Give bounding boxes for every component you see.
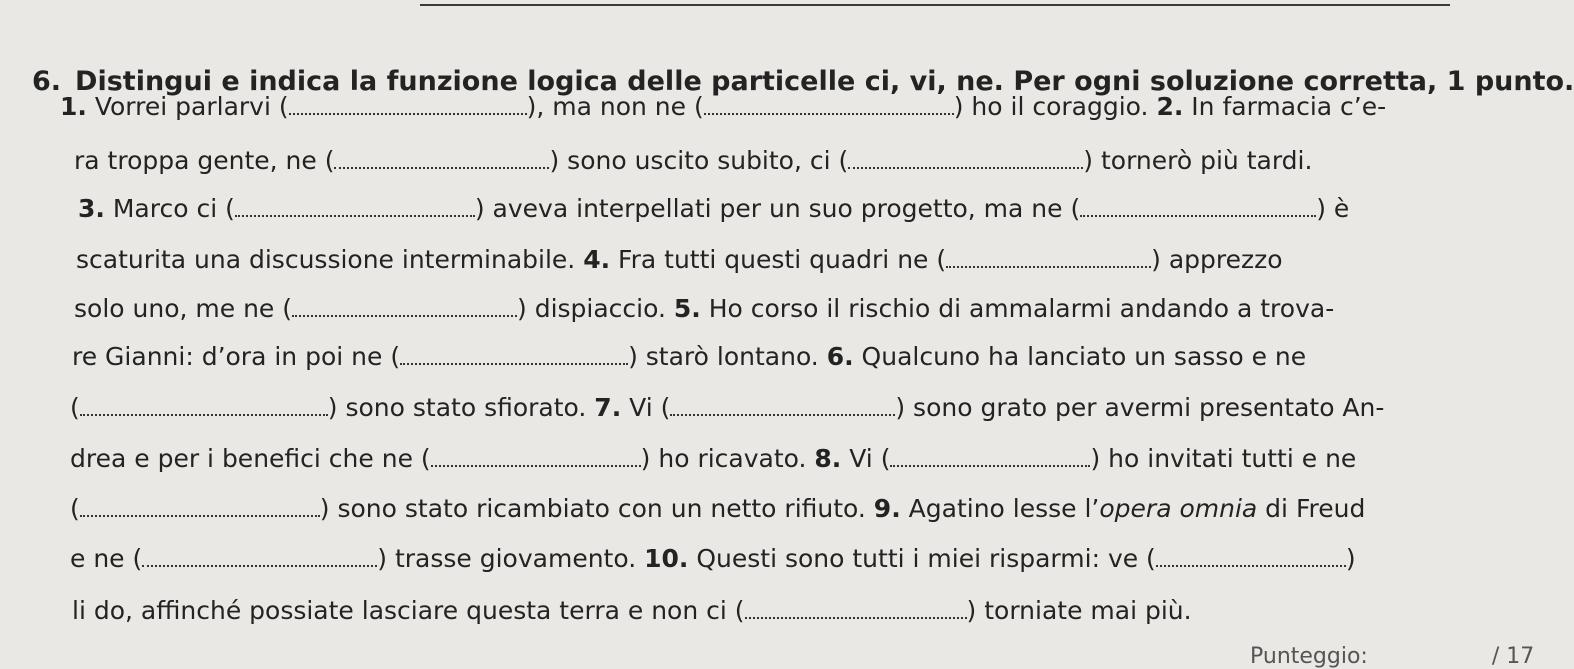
answer-blank[interactable] (946, 246, 1151, 268)
exercise-line (78, 194, 1349, 223)
answer-blank[interactable] (80, 394, 328, 416)
sentence-text: Qualcuno ha lanciato un sasso e ne (853, 342, 1307, 371)
answer-blank[interactable] (431, 445, 641, 467)
sentence-text: ) apprezzo (1151, 245, 1283, 274)
answer-blank[interactable] (1156, 545, 1346, 567)
exercise-line (60, 92, 1386, 121)
answer-blank[interactable] (289, 93, 527, 115)
sentence-text: Vi ( (841, 444, 891, 473)
sentence-text: In farmacia c’e- (1183, 92, 1387, 121)
sentence-text: ) sono grato per avermi presentato An- (895, 393, 1385, 422)
sentence-text: ( (70, 494, 80, 523)
sentence-text: ) sono uscito subito, ci ( (549, 146, 849, 175)
exercise-line (72, 596, 1192, 625)
exercise-line (74, 146, 1312, 175)
item-number: 3. (78, 194, 105, 223)
item-number: 7. (594, 393, 622, 422)
score-footer (1250, 644, 1534, 669)
sentence-text: Fra tutti questi quadri ne ( (610, 245, 947, 274)
score-label: Punteggio: (1250, 644, 1368, 669)
sentence-text: ) è (1316, 194, 1350, 223)
item-number: 9. (873, 494, 901, 523)
sentence-text: ) torniate mai più. (966, 596, 1192, 625)
sentence-text: ) ho il coraggio. (953, 92, 1157, 121)
sentence-text: drea e per i benefici che ne ( (70, 444, 431, 473)
sentence-text: ) (1345, 544, 1356, 573)
answer-blank[interactable] (334, 147, 549, 169)
answer-blank[interactable] (235, 195, 475, 217)
sentence-text: Marco ci ( (104, 194, 235, 223)
item-number: 1. (60, 92, 87, 121)
sentence-text: ), ma non ne ( (526, 92, 704, 121)
sentence-text: Questi sono tutti i miei risparmi: ve ( (688, 544, 1156, 573)
answer-blank[interactable] (890, 445, 1090, 467)
answer-blank[interactable] (1080, 195, 1316, 217)
exercise-line (76, 245, 1283, 274)
sentence-text: Vorrei parlarvi ( (86, 92, 289, 121)
exercise-line (72, 342, 1306, 371)
sentence-text: e ne ( (70, 544, 143, 573)
sentence-text: scaturita una discussione interminabile. (76, 245, 584, 274)
item-number: 5. (673, 294, 701, 323)
top-rule (420, 4, 1450, 6)
italic-title: opera omnia (1099, 494, 1258, 523)
exercise-line (70, 444, 1356, 473)
sentence-text: ) sono stato sfiorato. (327, 393, 595, 422)
item-number: 8. (814, 444, 842, 473)
sentence-text: ) tornerò più tardi. (1083, 146, 1313, 175)
item-number: 4. (583, 245, 611, 274)
sentence-text: solo uno, me ne ( (74, 294, 292, 323)
answer-blank[interactable] (400, 343, 628, 365)
sentence-text: di Freud (1257, 494, 1366, 523)
sentence-text: re Gianni: d’ora in poi ne ( (72, 342, 401, 371)
exercise-instruction: Distingui e indica la funzione logica delle particelle ci, vi, ne. Per ogni soluzione corretta, 1 punto. (75, 66, 1574, 97)
answer-blank[interactable] (745, 597, 967, 619)
answer-blank[interactable] (704, 93, 954, 115)
sentence-text: ) ho ricavato. (640, 444, 815, 473)
answer-blank[interactable] (670, 394, 895, 416)
sentence-text: ( (70, 393, 80, 422)
sentence-text: ) trasse giovamento. (377, 544, 645, 573)
item-number: 6. (826, 342, 854, 371)
sentence-text: ) aveva interpellati per un suo progetto, ma ne ( (474, 194, 1081, 223)
sentence-text: ) dispiaccio. (517, 294, 674, 323)
answer-blank[interactable] (142, 545, 377, 567)
answer-blank[interactable] (292, 295, 517, 317)
score-total: / 17 (1491, 644, 1535, 669)
sentence-text: ) starò lontano. (628, 342, 827, 371)
exercise-line (74, 294, 1334, 323)
answer-blank[interactable] (80, 495, 320, 517)
sentence-text: Agatino lesse l’ (900, 494, 1100, 523)
exercise-line (70, 544, 1356, 573)
sentence-text: ) sono stato ricambiato con un netto rifiuto. (319, 494, 874, 523)
answer-blank[interactable] (848, 147, 1083, 169)
exercise-number: 6. (32, 66, 62, 97)
sentence-text: ra troppa gente, ne ( (74, 146, 335, 175)
exercise-line (70, 393, 1384, 422)
sentence-text: Ho corso il rischio di ammalarmi andando a trova- (700, 294, 1335, 323)
sentence-text: li do, affinché possiate lasciare questa terra e non ci ( (72, 596, 745, 625)
exercise-line (70, 494, 1365, 523)
item-number: 10. (644, 544, 689, 573)
sentence-text: Vi ( (621, 393, 671, 422)
sentence-text: ) ho invitati tutti e ne (1090, 444, 1357, 473)
item-number: 2. (1156, 92, 1184, 121)
